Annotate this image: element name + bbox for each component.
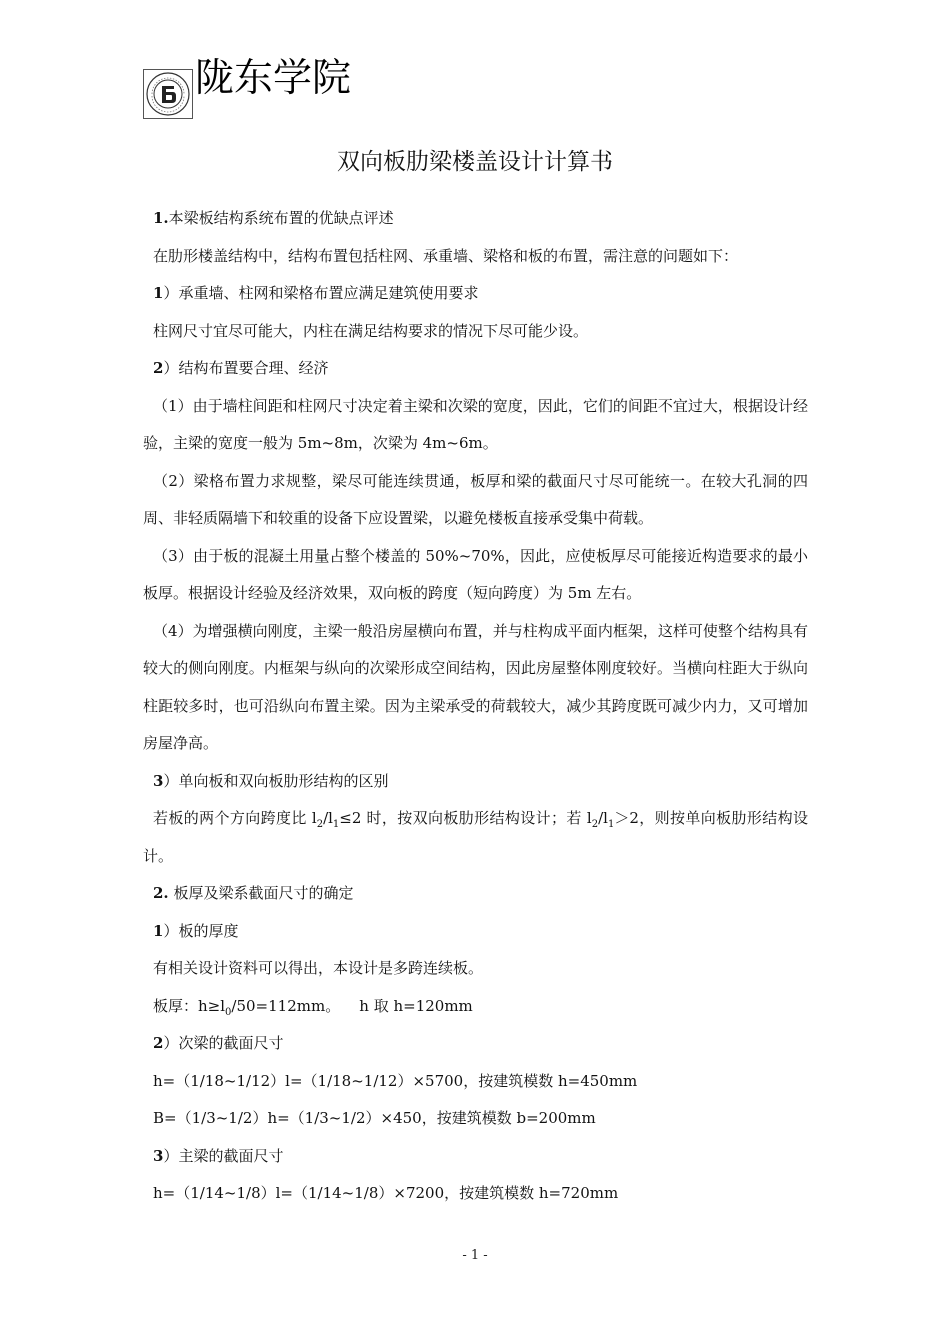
s2-item-2-number: 2: [153, 1034, 164, 1052]
slab-thickness: [143, 988, 808, 1026]
section-2-title: 板厚及梁系截面尺寸的确定: [168, 884, 354, 902]
subscript-1: 1: [332, 819, 340, 830]
s2-item-1-title: ）板的厚度: [163, 921, 239, 940]
paragraph-3: （3）由于板的混凝土用量占整个楼盖的 50%~70%，因此，应使板厚尽可能接近构造要求的最小板厚。根据设计经验及经济效果，双向板的跨度（短向跨度）为 5m 左右。: [143, 546, 808, 602]
rule-text-c: ＞2，则按单向板肋形结构设计。: [143, 809, 808, 865]
page-number: - 1 -: [462, 1248, 488, 1263]
paragraph-4: （4）为增强横向刚度，主梁一般沿房屋横向布置，并与柱构成平面内框架，这样可使整个结构具有较大的侧向刚度。内框架与纵向的次梁形成空间结构，因此房屋整体刚度较好。当横向柱距大于纵向柱距较多时，也可沿纵向布置主梁。因为主梁承受的荷载较大，减少其跨度既可减少内力，又可增加房屋净高。: [143, 621, 808, 752]
school-name: 陇东学院: [195, 56, 352, 101]
item-3-title: ）单向板和双向板肋形结构的区别: [163, 771, 389, 790]
subscript-1b: 1: [607, 819, 615, 830]
document-body: [143, 200, 808, 1213]
s2-item-1-number: 1: [153, 921, 164, 940]
paragraph-1: （1）由于墙柱间距和柱网尺寸决定着主梁和次梁的宽度，因此，它们的间距不宜过大，根据设计经验，主梁的宽度一般为 5m~8m，次梁为 4m~6m。: [143, 396, 808, 452]
item-1-heading: [143, 275, 808, 313]
section-1-heading: [143, 200, 808, 238]
s2-item-3-title: ）主梁的截面尺寸: [163, 1146, 284, 1165]
rule-text-b: ≤2 时，按双向板肋形结构设计；若 l: [339, 809, 592, 827]
s2-item-1-heading: [143, 913, 808, 951]
rule-text-a: 若板的两个方向跨度比 l: [153, 809, 317, 827]
seal-graphic: [144, 70, 192, 118]
university-seal-icon: [143, 69, 193, 119]
paragraph-2: （2）梁格布置力求规整，梁尽可能连续贯通，板厚和梁的截面尺寸尽可能统一。在较大孔洞的四周、非轻质隔墙下和较重的设备下应设置梁，以避免楼板直接承受集中荷载。: [143, 471, 808, 527]
item-3-number: 3: [153, 771, 164, 790]
item-3-heading: [143, 763, 808, 801]
section-1-intro: 在肋形楼盖结构中，结构布置包括柱网、承重墙、梁格和板的布置，需注意的问题如下：: [153, 246, 739, 265]
secondary-beam-width: B=（1/3~1/2）h=（1/3~1/2）×450，按建筑模数 b=200mm: [153, 1109, 596, 1127]
item-2-heading: [143, 350, 808, 388]
main-beam-height: h=（1/14~1/8）l=（1/14~1/8）×7200，按建筑模数 h=720mm: [153, 1184, 619, 1202]
thickness-text-a: 板厚：h≥l: [153, 996, 226, 1015]
span-ratio-rule: [143, 800, 808, 875]
thickness-text-b: /50=112mm。 h 取 h=120mm: [231, 996, 473, 1015]
subscript-2: 2: [316, 819, 324, 830]
item-2-title: ）结构布置要合理、经济: [163, 359, 329, 377]
s2-item-2-title: ）次梁的截面尺寸: [163, 1034, 284, 1052]
item-1-title: ）承重墙、柱网和梁格布置应满足建筑使用要求: [163, 284, 479, 302]
subscript-0: 0: [225, 1006, 232, 1018]
section-2-number: 2.: [153, 884, 169, 902]
rule-slash: /l: [323, 809, 333, 827]
subscript-2b: 2: [591, 819, 599, 830]
item-1-number: 1: [153, 284, 164, 302]
s2-item-2-heading: [143, 1025, 808, 1063]
section-1-number: 1.: [153, 209, 169, 227]
secondary-beam-height: h=（1/18~1/12）l=（1/18~1/12）×5700，按建筑模数 h=450mm: [153, 1071, 638, 1090]
page-header: [143, 55, 543, 125]
section-1-title: 本梁板结构系统布置的优缺点评述: [168, 209, 394, 227]
s2-item-3-number: 3: [153, 1146, 164, 1165]
document-title: 双向板肋梁楼盖设计计算书: [337, 149, 613, 175]
item-1-body: 柱网尺寸宜尽可能大，内柱在满足结构要求的情况下尽可能少设。: [153, 321, 589, 340]
s2-item-3-heading: [143, 1138, 808, 1176]
design-note: 有相关设计资料可以得出，本设计是多跨连续板。: [153, 959, 484, 977]
item-2-number: 2: [153, 359, 164, 377]
section-2-heading: [143, 875, 808, 913]
rule-slash-b: /l: [598, 809, 608, 827]
